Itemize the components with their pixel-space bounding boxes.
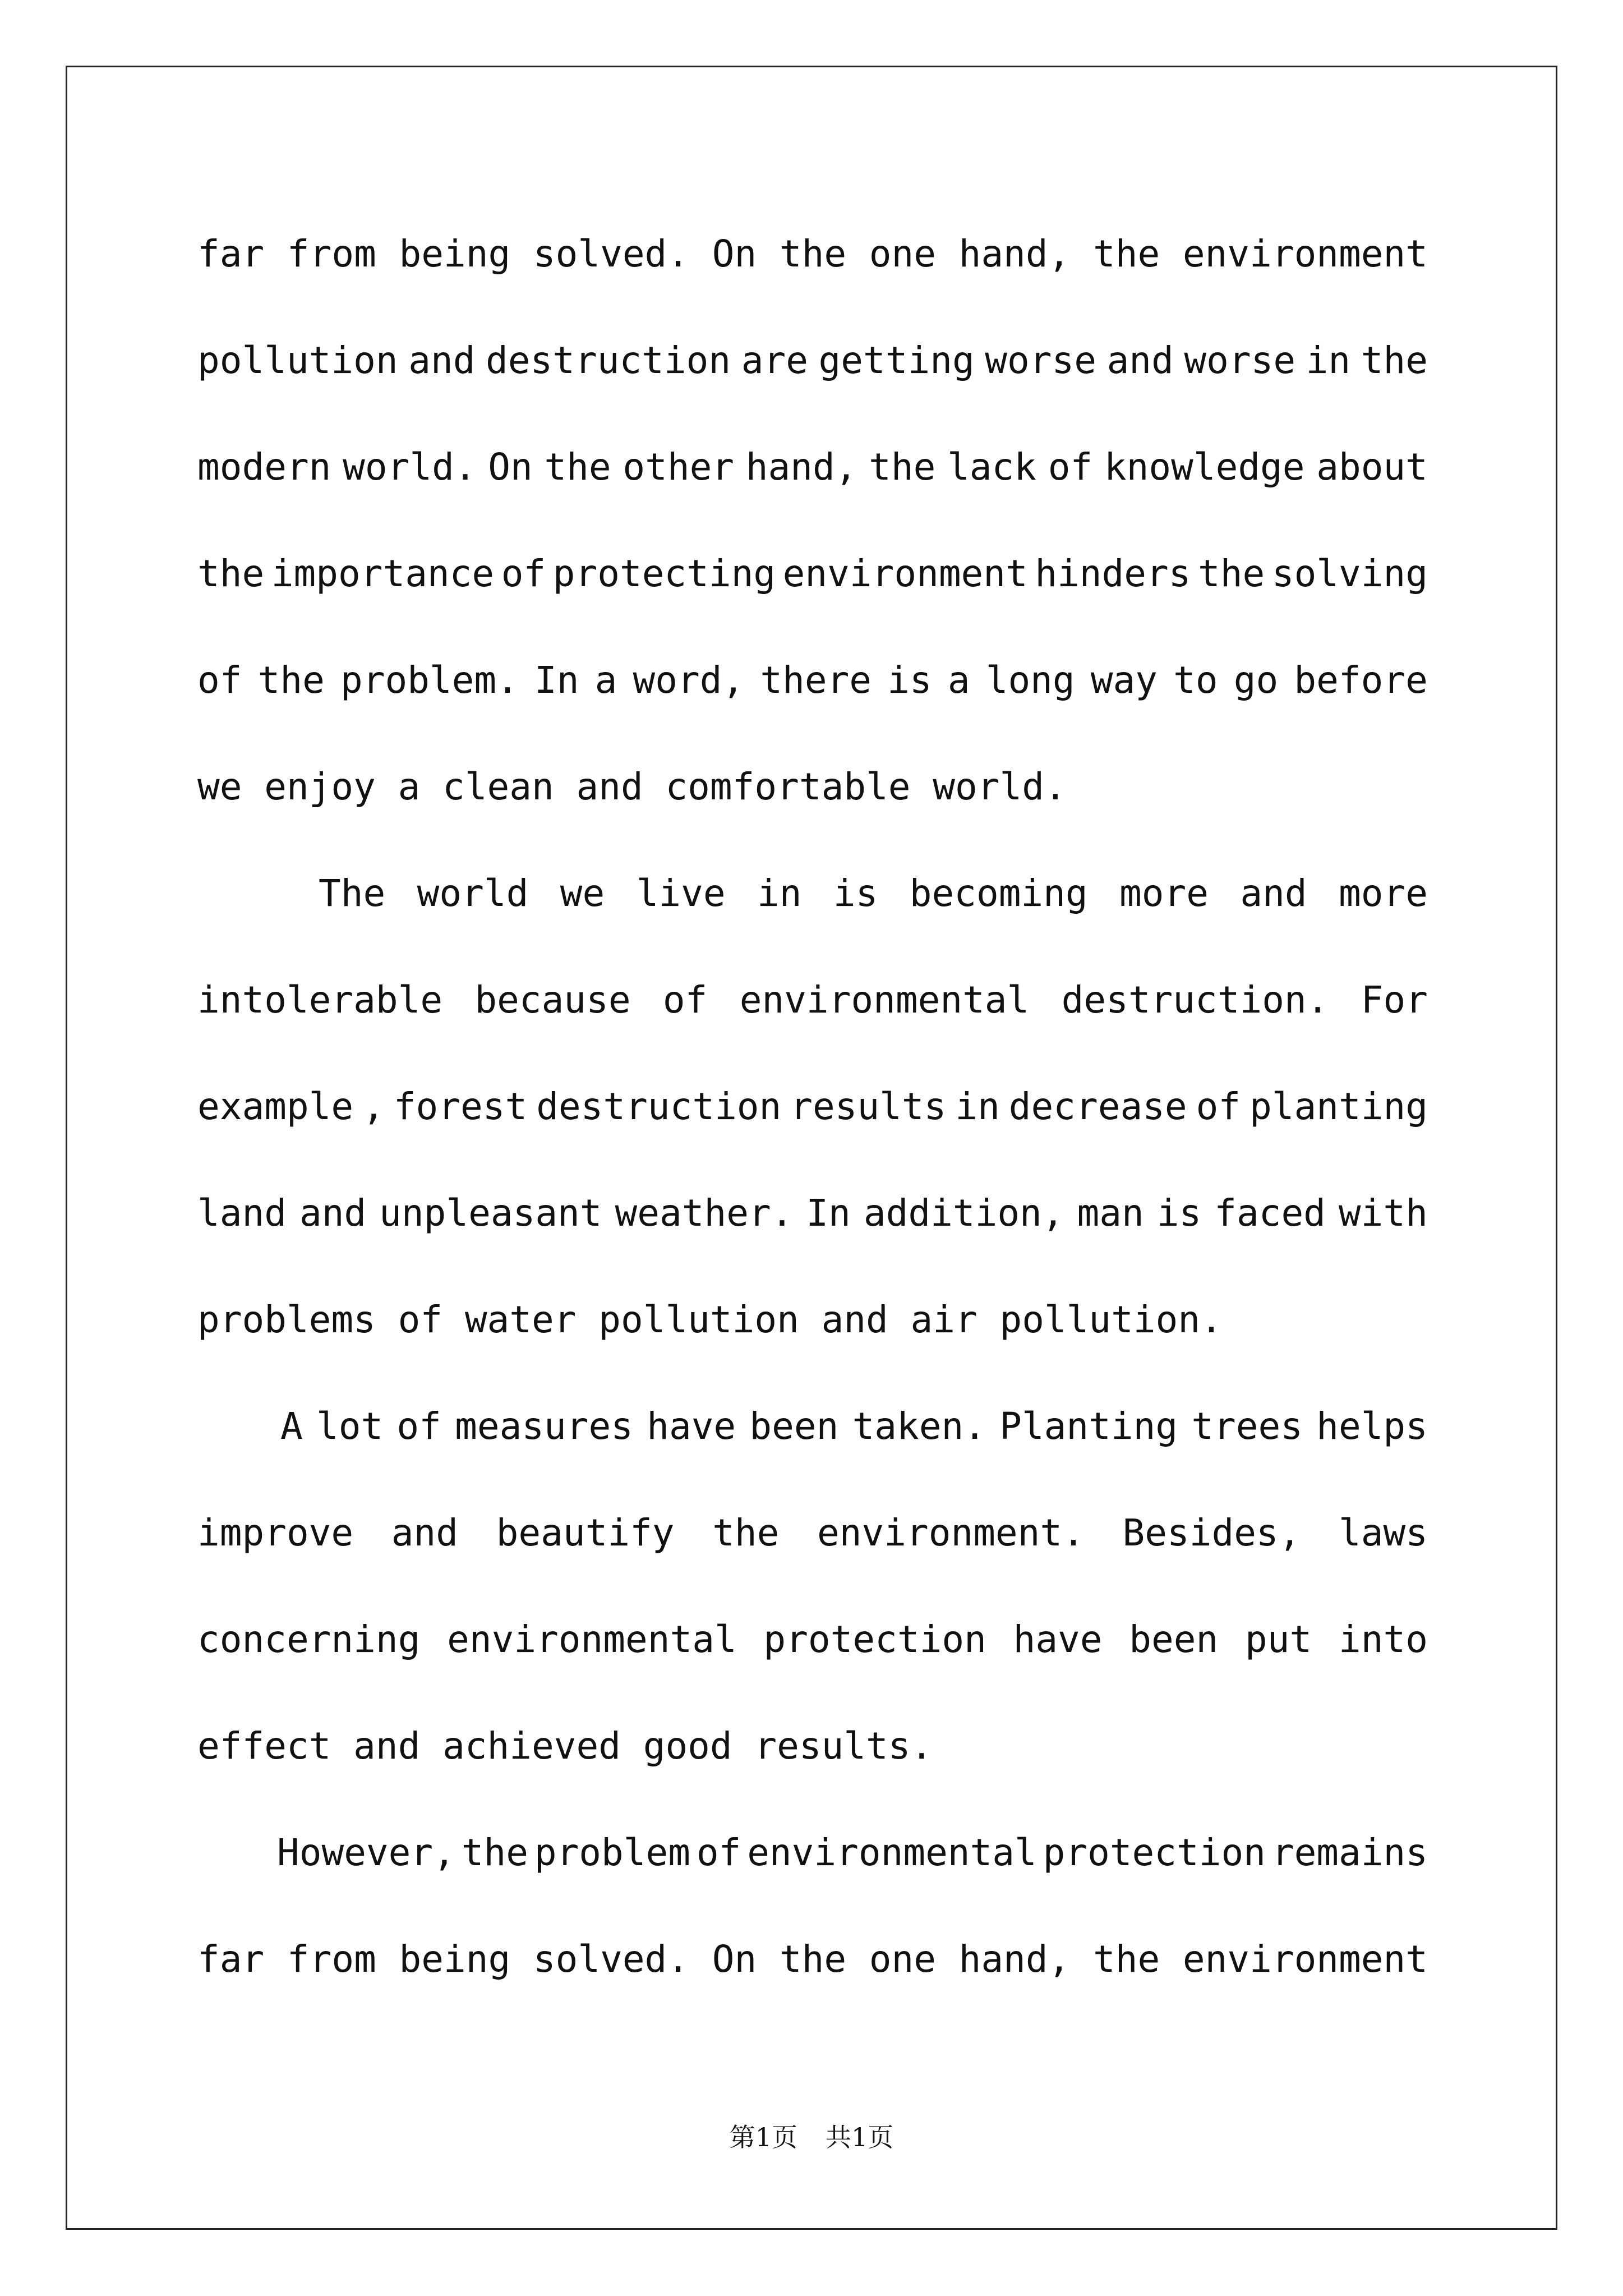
text-line: land and unpleasant weather. In addition, man is faced with	[197, 1191, 1428, 1235]
text-line: problems of water pollution and air pollution.	[197, 1298, 1223, 1341]
text-line: intolerable because of environmental destruction. For	[197, 978, 1428, 1022]
text-line: effect and achieved good results.	[197, 1724, 933, 1768]
text-line: improve and beautify the environment. Besides, laws	[197, 1511, 1428, 1554]
page-total: 共1页	[826, 2122, 894, 2152]
text-line: However, the problem of environmental protection remains	[277, 1831, 1428, 1874]
text-line: far from being solved. On the one hand, the environment	[197, 232, 1428, 275]
text-line: the importance of protecting environment hinders the solving	[197, 552, 1428, 595]
text-line: A lot of measures have been taken. Planting trees helps	[280, 1405, 1428, 1448]
text-line: example , forest destruction results in decrease of planting	[197, 1085, 1428, 1128]
text-line: pollution and destruction are getting worse and worse in the	[197, 339, 1428, 382]
text-line: we enjoy a clean and comfortable world.	[197, 765, 1067, 808]
text-line: far from being solved. On the one hand, the environment	[197, 1938, 1428, 1981]
text-line: modern world. On the other hand, the lack of knowledge about	[197, 445, 1428, 489]
text-line: of the problem. In a word, there is a long way to go before	[197, 659, 1428, 702]
page-footer	[0, 2120, 1623, 2154]
text-line: The world we live in is becoming more and more	[319, 872, 1428, 915]
text-line: concerning environmental protection have been put into	[197, 1618, 1428, 1661]
page-number: 第1页	[729, 2122, 797, 2152]
